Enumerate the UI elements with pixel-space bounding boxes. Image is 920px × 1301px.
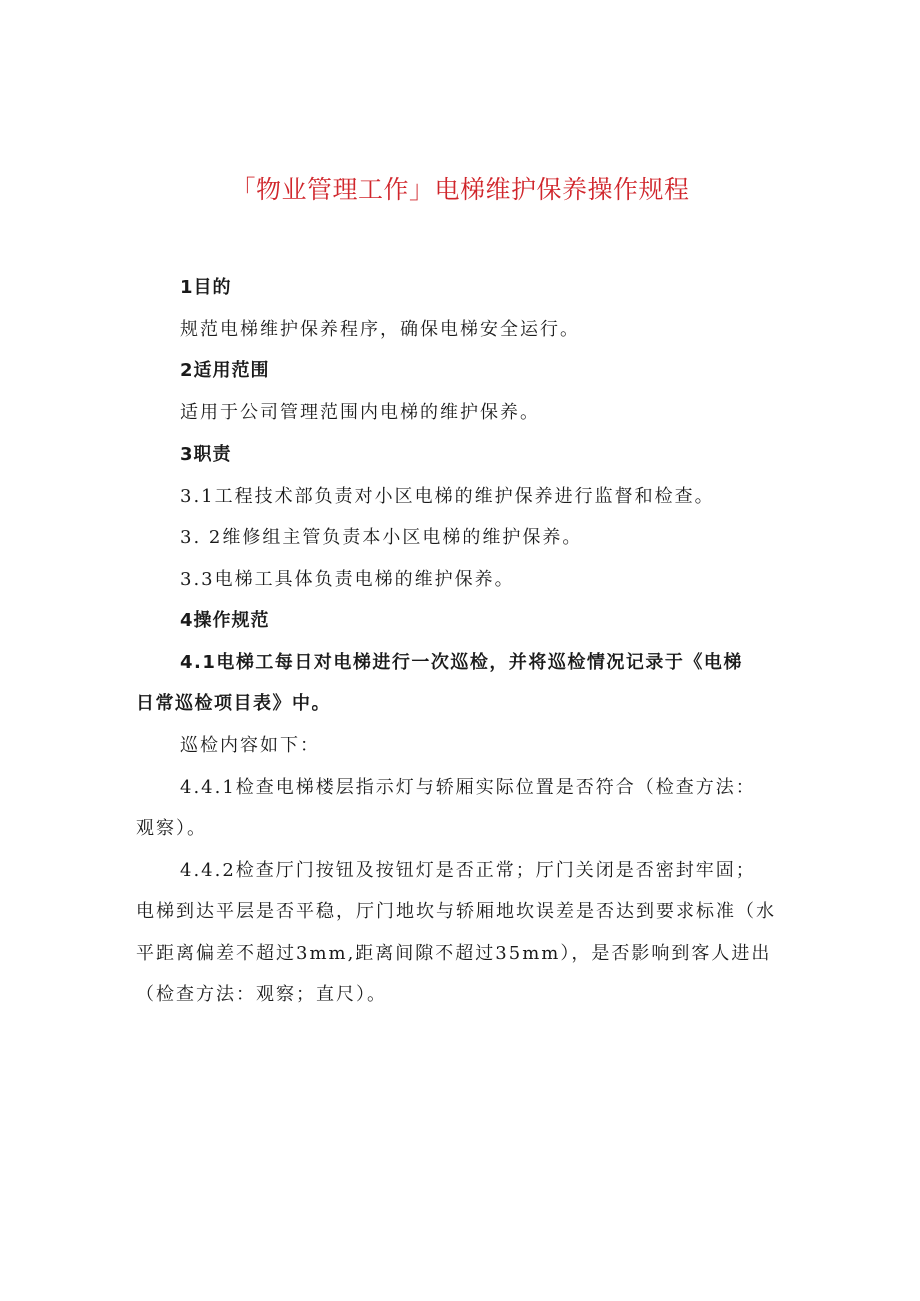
section-4-1-line1: 4.1电梯工每日对电梯进行一次巡检，并将巡检情况记录于《电梯 bbox=[180, 652, 743, 673]
section-4-4-2-line3: 平距离偏差不超过3mm,距离间隙不超过35mm），是否影响到客人进出 bbox=[136, 943, 772, 964]
section-4-intro: 巡检内容如下： bbox=[180, 735, 320, 756]
section-2-body: 适用于公司管理范围内电梯的维护保养。 bbox=[180, 402, 540, 423]
document-title: 「物业管理工作」电梯维护保养操作规程 bbox=[230, 175, 690, 204]
section-3-3: 3.3电梯工具体负责电梯的维护保养。 bbox=[180, 569, 515, 590]
section-4-1-line2: 日常巡检项目表》中。 bbox=[136, 693, 331, 714]
section-4-4-1-line2: 观察）。 bbox=[136, 818, 207, 839]
section-1-heading: 1目的 bbox=[180, 277, 232, 298]
section-4-heading: 4操作规范 bbox=[180, 610, 270, 631]
section-3-2: 3. 2维修组主管负责本小区电梯的维护保养。 bbox=[180, 527, 583, 548]
section-4-4-2-line4: （检查方法：观察；直尺）。 bbox=[136, 984, 387, 1005]
section-4-4-1-line1: 4.4.1检查电梯楼层指示灯与轿厢实际位置是否符合（检查方法： bbox=[180, 777, 756, 798]
section-3-1: 3.1工程技术部负责对小区电梯的维护保养进行监督和检查。 bbox=[180, 486, 715, 507]
section-1-body: 规范电梯维护保养程序，确保电梯安全运行。 bbox=[180, 319, 580, 340]
section-2-heading: 2适用范围 bbox=[180, 360, 270, 381]
section-3-heading: 3职责 bbox=[180, 444, 232, 465]
section-4-4-2-line2: 电梯到达平层是否平稳，厅门地坎与轿厢地坎误差是否达到要求标准（水 bbox=[136, 901, 776, 922]
section-4-4-2-line1: 4.4.2检查厅门按钮及按钮灯是否正常；厅门关闭是否密封牢固； bbox=[180, 860, 756, 881]
